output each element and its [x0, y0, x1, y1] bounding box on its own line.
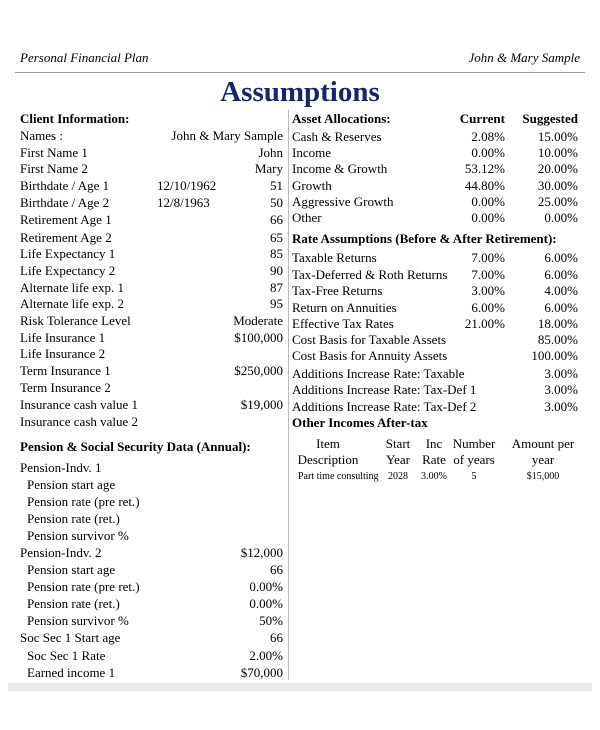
pension-row-label: Pension rate (ret.) [27, 596, 120, 611]
rate-row-label: Cost Basis for Taxable Assets [292, 332, 447, 347]
rate-row-label: Tax-Free Returns [292, 283, 383, 298]
pension-row-value: 66 [270, 562, 283, 577]
asset-suggested-value: 20.00% [537, 161, 578, 176]
client-row-date: 12/10/1962 [157, 178, 217, 193]
client-row-value: John & Mary Sample [171, 128, 283, 143]
client-row-value: 66 [270, 212, 283, 227]
rate-assumptions-heading: Rate Assumptions (Before & After Retirement): [292, 231, 557, 246]
client-row-label: Names : [20, 128, 63, 143]
asset-row-label: Aggressive Growth [292, 194, 394, 209]
footer-band [8, 683, 592, 691]
pension-row-label: Pension-Indv. 1 [20, 460, 102, 475]
asset-suggested-value: 30.00% [537, 178, 578, 193]
rate-after-value: 6.00% [544, 300, 578, 315]
start-header: Start [385, 436, 411, 451]
client-row-value: Moderate [233, 313, 283, 328]
other-income-amount: $15,000 [526, 471, 560, 482]
client-row-label: Insurance cash value 1 [20, 397, 139, 412]
pension-row-label: Pension rate (ret.) [27, 511, 120, 526]
asset-row-label: Cash & Reserves [292, 129, 382, 144]
client-row-label: First Name 1 [20, 145, 88, 160]
client-row-label: Alternate life exp. 2 [20, 296, 124, 311]
rate-after-value: 3.00% [544, 382, 578, 397]
client-row-label: Life Expectancy 1 [20, 246, 116, 261]
client-row-label: Birthdate / Age 1 [20, 178, 110, 193]
amount-per-header: Amount per [511, 436, 575, 451]
rate-before-value: 6.00% [471, 300, 505, 315]
asset-current-value: 0.00% [471, 194, 505, 209]
rate-after-value: 3.00% [544, 399, 578, 414]
client-row-label: Alternate life exp. 1 [20, 280, 124, 295]
asset-current-value: 0.00% [471, 145, 505, 160]
rate-after-value: 6.00% [544, 250, 578, 265]
pension-heading: Pension & Social Security Data (Annual): [20, 439, 251, 454]
pension-row-value: 2.00% [249, 648, 283, 663]
rate-row-label: Tax-Deferred & Roth Returns [292, 267, 448, 282]
description-header: Description [297, 452, 359, 467]
rate-after-value: 85.00% [537, 332, 578, 347]
pension-row-label: Pension rate (pre ret.) [27, 579, 140, 594]
asset-allocations-heading: Asset Allocations: [292, 111, 391, 126]
asset-current-value: 0.00% [471, 210, 505, 225]
pension-row-value: 0.00% [249, 579, 283, 594]
rate-header: Rate [422, 452, 446, 467]
column-divider [288, 110, 289, 680]
inc-header: Inc [425, 436, 443, 451]
other-income-item: Part time consulting [298, 471, 379, 482]
rate-row-label: Taxable Returns [292, 250, 377, 265]
asset-current-value: 2.08% [471, 129, 505, 144]
suggested-column-header: Suggested [522, 111, 578, 126]
client-row-label: Birthdate / Age 2 [20, 195, 110, 210]
client-row-value: 85 [270, 246, 283, 261]
asset-suggested-value: 0.00% [544, 210, 578, 225]
rate-row-label: Cost Basis for Annuity Assets [292, 348, 448, 363]
rate-before-value: 7.00% [471, 267, 505, 282]
client-row-label: First Name 2 [20, 161, 88, 176]
pension-row-label: Pension survivor % [27, 613, 129, 628]
client-row-value: 87 [270, 280, 283, 295]
asset-row-label: Income & Growth [292, 161, 388, 176]
asset-row-label: Other [292, 210, 322, 225]
other-income-rate: 3.00% [421, 471, 447, 482]
client-row-label: Insurance cash value 2 [20, 414, 139, 429]
client-row-value: 90 [270, 263, 283, 278]
rate-after-value: 18.00% [537, 316, 578, 331]
pension-row-label: Pension survivor % [27, 528, 129, 543]
rate-after-value: 4.00% [544, 283, 578, 298]
client-row-value: John [258, 145, 283, 160]
rate-row-label: Additions Increase Rate: Tax-Def 2 [292, 399, 477, 414]
client-name-header: John & Mary Sample [468, 50, 580, 65]
rate-row-label: Additions Increase Rate: Taxable [292, 366, 465, 381]
client-row-value: 95 [270, 296, 283, 311]
client-row-label: Term Insurance 2 [20, 380, 111, 395]
client-row-date: 12/8/1963 [157, 195, 210, 210]
rate-after-value: 3.00% [544, 366, 578, 381]
asset-suggested-value: 10.00% [537, 145, 578, 160]
pension-row-value: $12,000 [240, 545, 283, 560]
rate-before-value: 3.00% [471, 283, 505, 298]
pension-row-value: $70,000 [240, 665, 283, 680]
year-header: Year [386, 452, 410, 467]
amount-year-header: year [531, 452, 555, 467]
client-row-value: 65 [270, 230, 283, 245]
pension-row-label: Earned income 1 [27, 665, 116, 680]
client-row-label: Retirement Age 2 [20, 230, 112, 245]
pension-row-label: Pension start age [27, 562, 116, 577]
asset-suggested-value: 25.00% [537, 194, 578, 209]
asset-current-value: 44.80% [464, 178, 505, 193]
asset-row-label: Income [292, 145, 331, 160]
client-row-label: Term Insurance 1 [20, 363, 111, 378]
pension-row-label: Pension start age [27, 477, 116, 492]
document-subtitle: Personal Financial Plan [20, 50, 149, 65]
client-row-value: 51 [270, 178, 283, 193]
pension-row-label: Pension rate (pre ret.) [27, 494, 140, 509]
number-header: Number [452, 436, 496, 451]
rate-row-label: Effective Tax Rates [292, 316, 394, 331]
other-income-years: 5 [471, 471, 477, 482]
of-years-header: of years [453, 452, 495, 467]
rate-row-label: Additions Increase Rate: Tax-Def 1 [292, 382, 477, 397]
client-row-value: $19,000 [240, 397, 283, 412]
rate-after-value: 100.00% [531, 348, 578, 363]
header-divider [15, 72, 585, 73]
client-row-label: Risk Tolerance Level [20, 313, 131, 328]
client-row-label: Retirement Age 1 [20, 212, 112, 227]
other-income-start: 2028 [388, 471, 408, 482]
current-column-header: Current [459, 111, 505, 126]
rate-after-value: 6.00% [544, 267, 578, 282]
client-row-value: $250,000 [234, 363, 283, 378]
asset-current-value: 53.12% [464, 161, 505, 176]
rate-before-value: 7.00% [471, 250, 505, 265]
pension-row-value: 50% [259, 613, 283, 628]
client-row-value: 50 [270, 195, 283, 210]
pension-row-value: 66 [270, 630, 283, 645]
rate-row-label: Return on Annuities [292, 300, 397, 315]
client-row-label: Life Insurance 2 [20, 346, 106, 361]
item-header: Item [316, 436, 340, 451]
client-info-heading: Client Information: [20, 111, 130, 126]
pension-row-label: Soc Sec 1 Start age [20, 630, 121, 645]
asset-row-label: Growth [292, 178, 332, 193]
client-row-value: Mary [254, 161, 283, 176]
asset-suggested-value: 15.00% [537, 129, 578, 144]
pension-row-label: Soc Sec 1 Rate [27, 648, 106, 663]
rate-before-value: 21.00% [464, 316, 505, 331]
client-row-label: Life Insurance 1 [20, 330, 106, 345]
pension-row-label: Pension-Indv. 2 [20, 545, 102, 560]
client-row-value: $100,000 [234, 330, 283, 345]
pension-row-value: 0.00% [249, 596, 283, 611]
client-row-label: Life Expectancy 2 [20, 263, 116, 278]
other-incomes-heading: Other Incomes After-tax [292, 415, 428, 430]
page-title: Assumptions [220, 76, 380, 108]
